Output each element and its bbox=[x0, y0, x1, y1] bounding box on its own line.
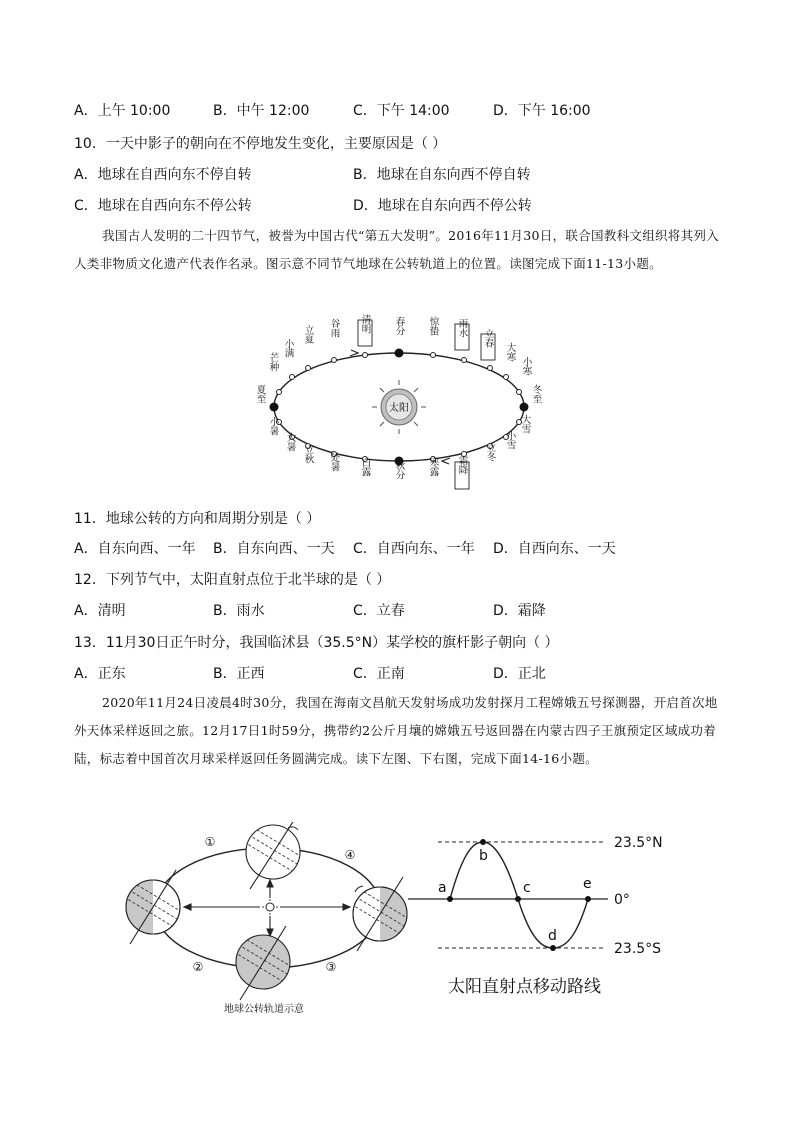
term-shuangjiang: 霜降 bbox=[456, 455, 468, 475]
q10-option-b: B．地球在自东向西不停自转 bbox=[353, 167, 531, 183]
term-yushui: 雨水 bbox=[456, 318, 468, 338]
term-bailu: 白露 bbox=[359, 457, 371, 477]
earth-right-icon bbox=[351, 877, 415, 952]
point-a-label: a bbox=[438, 880, 447, 896]
point-d-label: d bbox=[548, 928, 557, 944]
q12-option-c: C．立春 bbox=[353, 603, 405, 619]
lat-south-label: 23.5°S bbox=[614, 941, 662, 957]
q9-option-b: B．中午 12:00 bbox=[213, 103, 310, 119]
q11-option-a: A．自东向西、一年 bbox=[74, 541, 196, 557]
point-e-dot bbox=[585, 896, 591, 902]
sun-icon bbox=[372, 380, 426, 434]
earth-orbit-figure bbox=[118, 822, 418, 1022]
q12-option-b: B．雨水 bbox=[213, 603, 265, 619]
passage-change5 bbox=[74, 689, 724, 773]
term-lixia: 立夏 bbox=[302, 324, 314, 344]
term-hanlu: 寒露 bbox=[427, 457, 439, 477]
point-e-label: e bbox=[583, 876, 592, 892]
lat-north-label: 23.5°N bbox=[614, 835, 663, 851]
sun-symbol-icon bbox=[262, 899, 278, 915]
term-liqiu: 立秋 bbox=[302, 444, 314, 464]
earth-left-icon bbox=[118, 870, 182, 944]
position-1-label: ① bbox=[204, 835, 216, 849]
q11-stem: 11．地球公转的方向和周期分别是（ ） bbox=[74, 511, 321, 527]
point-c-dot bbox=[515, 896, 521, 902]
lat-equator-label: 0° bbox=[614, 892, 630, 908]
term-xiaoxue: 小雪 bbox=[504, 430, 516, 450]
q10-stem: 10．一天中影子的朝向在不停地发生变化，主要原因是（ ） bbox=[74, 136, 447, 152]
orbit-figure-caption: 地球公转轨道示意 bbox=[224, 1004, 304, 1015]
term-lidong: 立冬 bbox=[484, 442, 496, 462]
term-guyu: 谷雨 bbox=[328, 318, 340, 338]
q9-option-d: D．下午 16:00 bbox=[493, 103, 591, 119]
q12-stem: 12．下列节气中，太阳直射点位于北半球的是（ ） bbox=[74, 572, 391, 588]
q13-option-a: A．正东 bbox=[74, 666, 126, 682]
term-chushu: 处暑 bbox=[328, 452, 340, 472]
q13-option-b: B．正西 bbox=[213, 666, 265, 682]
passage-change5-text: 2020年11月24日凌晨4时30分，我国在海南文昌航天发射场成功发射探月工程嫦娥五号探测器，开启首次地外天体采样返回之旅。12月17日1时59分，携带约2公斤月壤的嫦娥五号返回器在内蒙古四子王旗预定区域成功着陆，标志着中国首次月球采样返回任务圆满完成。读下左图、下右图，完成下面14-16小题。 bbox=[74, 695, 718, 766]
spring-equinox-dot bbox=[395, 349, 404, 358]
term-dashu: 大暑 bbox=[284, 432, 296, 452]
q11-option-d: D．自西向东、一天 bbox=[493, 541, 616, 557]
q10-option-a: A．地球在自西向东不停自转 bbox=[74, 167, 252, 183]
term-mangzhong: 芒种 bbox=[267, 352, 279, 372]
term-jingzhe: 惊蛰 bbox=[427, 316, 439, 336]
point-d-dot bbox=[550, 945, 556, 951]
q9-option-c: C．下午 14:00 bbox=[353, 103, 450, 119]
term-chunfen: 春分 bbox=[393, 316, 405, 336]
term-xiaohan: 小寒 bbox=[520, 356, 532, 376]
term-qiufen: 秋分 bbox=[393, 460, 405, 480]
passage-solar-terms bbox=[74, 222, 724, 278]
q10-option-d: D．地球在自东向西不停公转 bbox=[353, 198, 532, 214]
subsolar-figure-caption: 太阳直射点移动路线 bbox=[448, 977, 601, 997]
earth-bottom-icon bbox=[234, 926, 292, 1000]
position-4-label: ④ bbox=[344, 848, 356, 862]
term-xiazhi: 夏至 bbox=[254, 384, 266, 404]
point-c-label: c bbox=[523, 880, 531, 896]
point-a-dot bbox=[447, 896, 453, 902]
subsolar-path-figure bbox=[408, 822, 708, 1012]
term-qingming: 清明 bbox=[359, 314, 371, 334]
q13-option-d: D．正北 bbox=[493, 666, 546, 682]
point-b-label: b bbox=[479, 848, 488, 864]
q11-option-b: B．自东向西、一天 bbox=[213, 541, 335, 557]
winter-solstice-dot bbox=[520, 403, 529, 412]
term-daxue: 大雪 bbox=[519, 414, 531, 434]
q12-option-d: D．霜降 bbox=[493, 603, 546, 619]
q9-option-a: A．上午 10:00 bbox=[74, 103, 171, 119]
summer-solstice-dot bbox=[270, 403, 279, 412]
term-dahan: 大寒 bbox=[504, 342, 516, 362]
term-xiaoman: 小满 bbox=[282, 338, 294, 358]
point-b-dot bbox=[480, 839, 486, 845]
sun-label: 太阳 bbox=[389, 403, 409, 414]
position-2-label: ② bbox=[192, 960, 204, 974]
term-dongzhi: 冬至 bbox=[530, 384, 542, 404]
position-3-label: ③ bbox=[325, 960, 337, 974]
q13-stem: 13．11月30日正午时分，我国临沭县（35.5°N）某学校的旗杆影子朝向（ ） bbox=[74, 635, 559, 651]
term-xiaoshu: 小暑 bbox=[267, 416, 279, 436]
earth-top-icon bbox=[244, 822, 302, 889]
passage-solar-terms-text: 我国古人发明的二十四节气，被誉为中国古代“第五大发明”。2016年11月30日，联合国教科文组织将其列入人类非物质文化遗产代表作名录。图示意不同节气地球在公转轨道上的位置。读图完成下面11-13小题。 bbox=[74, 228, 720, 271]
q11-option-c: C．自西向东、一年 bbox=[353, 541, 475, 557]
q12-option-a: A．清明 bbox=[74, 603, 126, 619]
solar-terms-orbit-figure bbox=[240, 312, 550, 502]
q10-option-c: C．地球在自西向东不停公转 bbox=[74, 198, 252, 214]
q13-option-c: C．正南 bbox=[353, 666, 405, 682]
term-lichun: 立春 bbox=[482, 328, 494, 348]
